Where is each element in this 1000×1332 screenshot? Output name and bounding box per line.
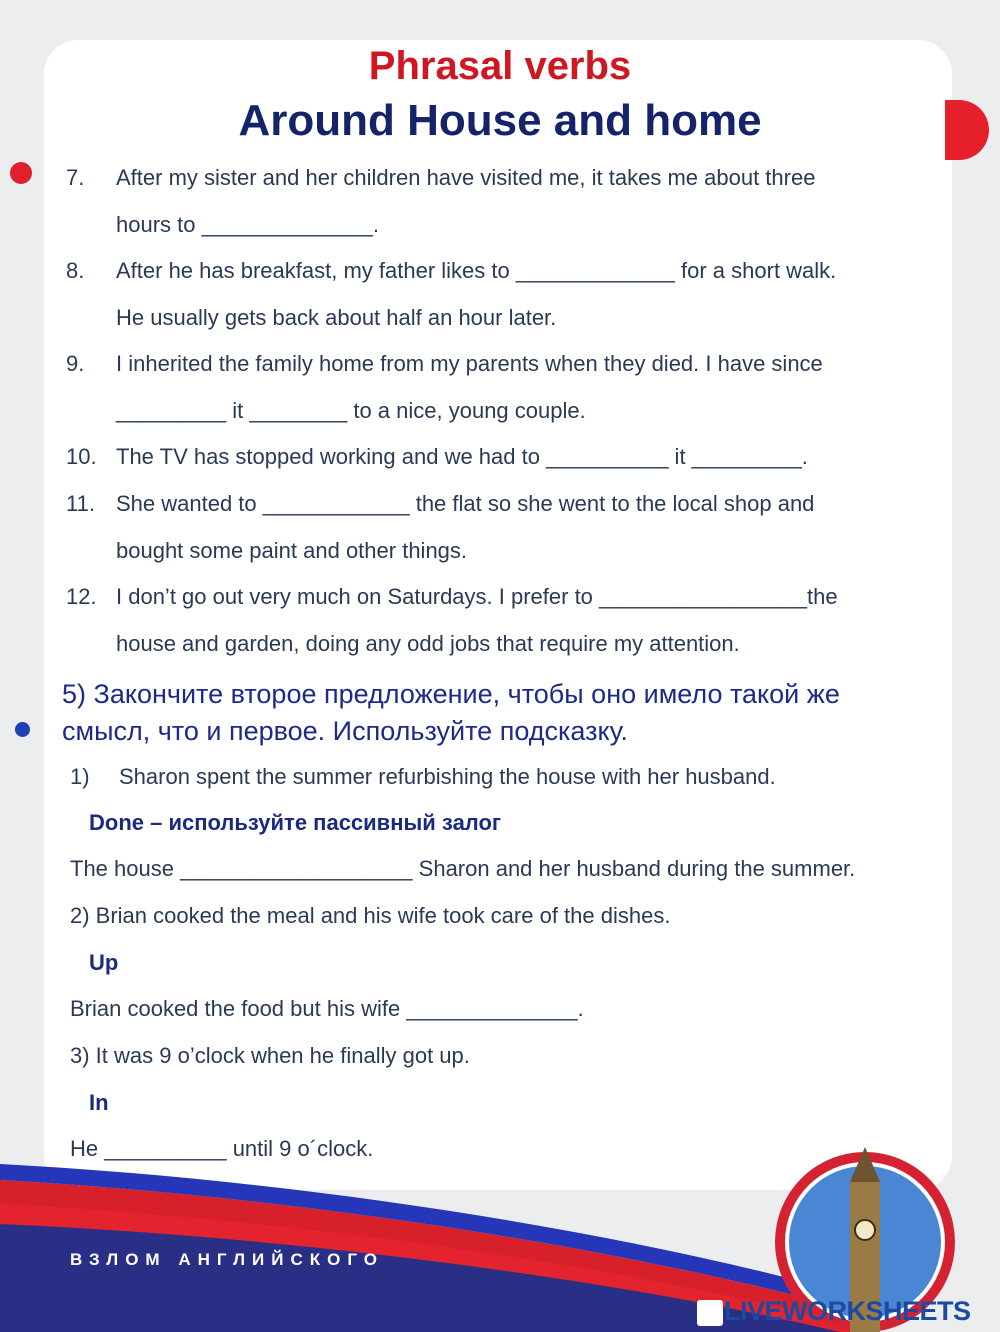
item-line: After my sister and her children have visited me, it takes me about three <box>116 165 816 190</box>
liveworksheets-watermark: LIVEWORKSHEETS <box>724 1296 971 1326</box>
item-line: He usually gets back about half an hour later. <box>116 305 557 330</box>
task-heading <box>62 676 942 750</box>
item-line: I don’t go out very much on Saturdays. I prefer to _________________the <box>116 584 838 609</box>
blue-dot-decoration <box>15 722 30 737</box>
exercise-hint: Done – используйте пассивный залог <box>89 810 502 835</box>
exercise-answer-line: He __________ until 9 o´clock. <box>70 1136 374 1161</box>
exercise-sentence: Sharon spent the summer refurbishing the house with her husband. <box>119 764 776 789</box>
page-title: Phrasal verbs <box>368 44 632 88</box>
exercise-hint: In <box>89 1090 109 1115</box>
item-number: 12. <box>66 584 97 609</box>
item-line: I inherited the family home from my parents when they died. I have since <box>116 351 823 376</box>
red-dot-decoration <box>10 162 32 184</box>
exercise-sentence: 2) Brian cooked the meal and his wife took care of the dishes. <box>70 903 671 928</box>
item-line: bought some paint and other things. <box>116 538 468 563</box>
item-number: 8. <box>66 258 85 283</box>
item-line: hours to ______________. <box>116 212 380 237</box>
exercise-answer-line: The house ___________________ Sharon and her husband during the summer. <box>70 856 856 881</box>
item-number: 11. <box>66 491 95 516</box>
item-number: 7. <box>66 165 85 190</box>
task-heading-line: смысл, что и первое. Используйте подсказку. <box>62 716 628 746</box>
exercise-answer-line: Brian cooked the food but his wife ______________. <box>70 996 584 1021</box>
exercise-hint: Up <box>89 950 119 975</box>
page-subtitle: Around House and home <box>238 96 762 145</box>
task-heading-line: 5) Закончите второе предложение, чтобы оно имело такой же <box>62 679 840 709</box>
liveworksheets-badge-icon <box>697 1300 723 1326</box>
brand-label: ВЗЛОМ АНГЛИЙСКОГО <box>70 1250 384 1269</box>
item-line: She wanted to ____________ the flat so she went to the local shop and <box>116 491 815 516</box>
exercise-number: 1) <box>70 764 90 789</box>
item-line: The TV has stopped working and we had to __________ it _________. <box>116 444 808 469</box>
item-line: house and garden, doing any odd jobs that require my attention. <box>116 631 740 656</box>
item-number: 9. <box>66 351 85 376</box>
item-line: _________ it ________ to a nice, young couple. <box>116 398 586 423</box>
item-line: After he has breakfast, my father likes to _____________ for a short walk. <box>116 258 837 283</box>
exercise-sentence: 3) It was 9 o’clock when he finally got up. <box>70 1043 470 1068</box>
item-number: 10. <box>66 444 97 469</box>
